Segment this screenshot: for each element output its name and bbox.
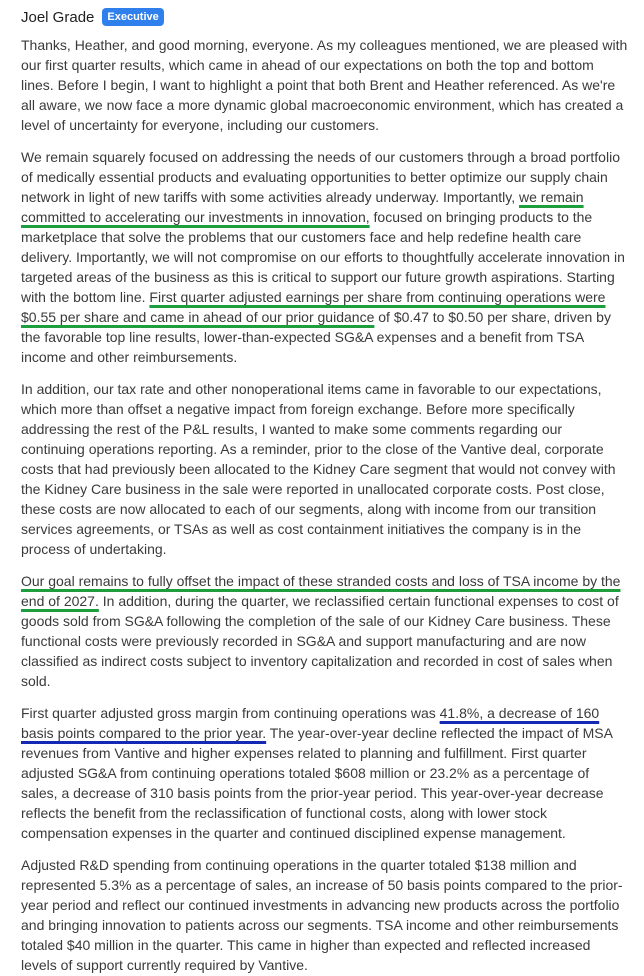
paragraph-text: The year-over-year decline reflected the impact of MSA revenues from Vantive and higher expenses related to planning and fulfillment. First quarter adjusted SG&A from continuing operations totaled $608 million or 23.2% as a percentage of sales, a decrease of 310 basis points from the prior-year period. This year-over-year decrease reflects the benefit from the reclassification of functional costs, along with lower stock compensation expenses in the quarter and continued disciplined expense management. [21,725,613,841]
highlight-gross-margin: 41.8%, a decrease of 160 basis points compared to the prior year. [21,705,600,741]
highlight-goal: Our goal remains to fully offset the impact of these stranded costs and loss of TSA income by the end of 2027. [21,573,621,609]
speaker-name: Joel Grade [21,8,95,26]
paragraph-text: focused on bringing products to the marketplace that solve the problems that our customers face and help redefine health care delivery. Importantly, we will not compromise on our efforts to thoughtfully accelerate innovation in targeted areas of the business as this is critical to support our future growth aspirations. Starting with the bottom line. [21,209,625,305]
paragraph-text: First quarter adjusted gross margin from continuing operations was [21,705,440,721]
highlight-eps: First quarter adjusted earnings per share from continuing operations were $0.55 per share and came in ahead of our prior guidance [21,289,606,325]
paragraph-text: Thanks, Heather, and good morning, everyone. As my colleagues mentioned, we are pleased with our first quarter results, which came in ahead of our expectations on both the top and bottom lines. Before I begin, I want to highlight a point that both Brent and Heather referenced. As we're all aware, we now face a more dynamic global macroeconomic environment, which has created a level of uncertainty for everyone, including our customers. [21,37,628,133]
highlight-innovation: we remain committed to accelerating our investments in innovation, [21,189,584,225]
transcript-block [21,0,629,975]
paragraph-text: We remain squarely focused on addressing the needs of our customers through a broad portfolio of medically essential products and evaluating opportunities to better optimize our supply chain network in light of new tariffs with some activities already underway. Importantly, [21,149,620,205]
paragraph-text: of $0.47 to $0.50 per share, driven by the favorable top line results, lower-than-expected SG&A expenses and a benefit from TSA income and other reimbursements. [21,309,611,365]
paragraph-5 [21,703,629,843]
paragraph-3 [21,379,629,559]
role-badge: Executive [102,8,163,26]
paragraph-text: In addition, during the quarter, we reclassified certain functional expenses to cost of goods sold from SG&A following the completion of the sale of our Kidney Care business. These functional costs were previously recorded in SG&A and support manufacturing and are now classified as indirect costs subject to inventory capitalization and recorded in cost of sales when sold. [21,593,619,689]
speaker-header [21,3,629,31]
paragraph-text: In addition, our tax rate and other nonoperational items came in favorable to our expectations, which more than offset a negative impact from foreign exchange. Before more specifically addressing the rest of the P&L results, I wanted to make some comments regarding our continuing operations reporting. As a reminder, prior to the close of the Vantive deal, corporate costs that had previously been allocated to the Kidney Care segment that would not convey with the Kidney Care business in the sale were reported in unallocated corporate costs. Post close, these costs are now allocated to each of our segments, along with income from our transition services agreements, or TSAs as well as cost containment initiatives the company is in the process of undertaking. [21,381,616,557]
paragraph-4 [21,571,629,691]
paragraph-1 [21,35,629,135]
paragraph-6 [21,855,629,975]
paragraph-text: Adjusted R&D spending from continuing operations in the quarter totaled $138 million and represented 5.3% as a percentage of sales, an increase of 50 basis points compared to the prior-year period and reflect our continued investments in advancing new products across the portfolio and bringing innovation to patients across our segments. TSA income and other reimbursements totaled $40 million in the quarter. This came in higher than expected and reflected increased levels of support currently required by Vantive. [21,857,623,973]
paragraph-2 [21,147,629,367]
